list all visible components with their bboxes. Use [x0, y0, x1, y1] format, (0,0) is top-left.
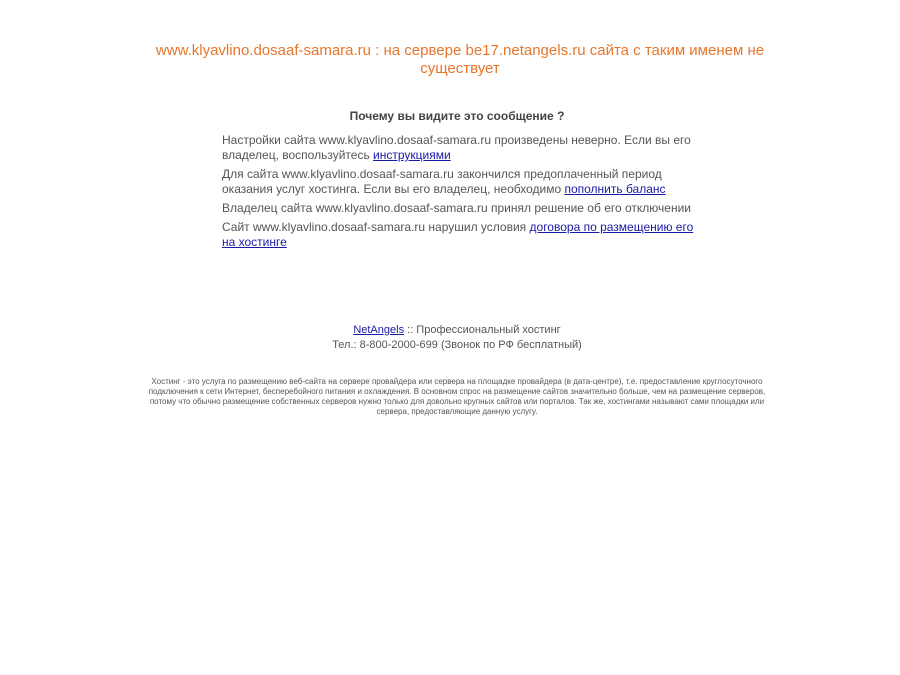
reason-text: Владелец сайта www.klyavlino.dosaaf-samara.ru принял решение об его отключении — [222, 201, 691, 215]
top-up-balance-link[interactable]: пополнить баланс — [564, 182, 666, 196]
hosting-agreement-link[interactable]: договора по размещению его на хостинге — [222, 220, 694, 249]
hosting-description: Хостинг - это услуга по размещению веб-сайта на сервере провайдера или сервера на площадке провайдера (в дата-центре), т.е. предоставление круглосуточного подключения к сети Интернет, бесперебойного питания и охлаждения. В основном спрос на размещение сайтов значительно больше, чем на размещение серверов, потому что обычно размещение собственных серверов нужно только для довольно крупных сайтов или порталов. Так же, хостингами называют сами площадки или сервера, предоставляющие данную услугу. — [148, 377, 766, 416]
reason-text: Сайт www.klyavlino.dosaaf-samara.ru нарушил условия — [222, 220, 527, 234]
reason-misconfigured — [222, 133, 702, 163]
instructions-link[interactable]: инструкциями — [373, 148, 451, 162]
reasons-list — [222, 133, 702, 254]
reason-text: Для сайта www.klyavlino.dosaaf-samara.ru закончился предоплаченный период оказания услуг хостинга. Если вы его владелец, необходимо — [222, 167, 662, 196]
reason-prepaid-expired — [222, 167, 702, 197]
reason-owner-disabled — [222, 201, 702, 216]
brand-footer — [0, 323, 900, 353]
why-heading: Почему вы видите это сообщение ? — [349, 109, 565, 123]
brand-tagline: :: Профессиональный хостинг — [404, 324, 561, 336]
brand-line — [0, 323, 900, 338]
reason-terms-violated — [222, 220, 702, 250]
error-headline: www.klyavlino.dosaaf-samara.ru : на сервере be17.netangels.ru сайта с таким именем не существует — [155, 42, 765, 77]
reason-text: Настройки сайта www.klyavlino.dosaaf-samara.ru произведены неверно. Если вы его владелец, воспользуйтесь — [222, 133, 691, 162]
netangels-link[interactable]: NetAngels — [353, 324, 405, 336]
phone-line: Тел.: 8-800-2000-699 (Звонок по РФ бесплатный) — [332, 339, 582, 351]
